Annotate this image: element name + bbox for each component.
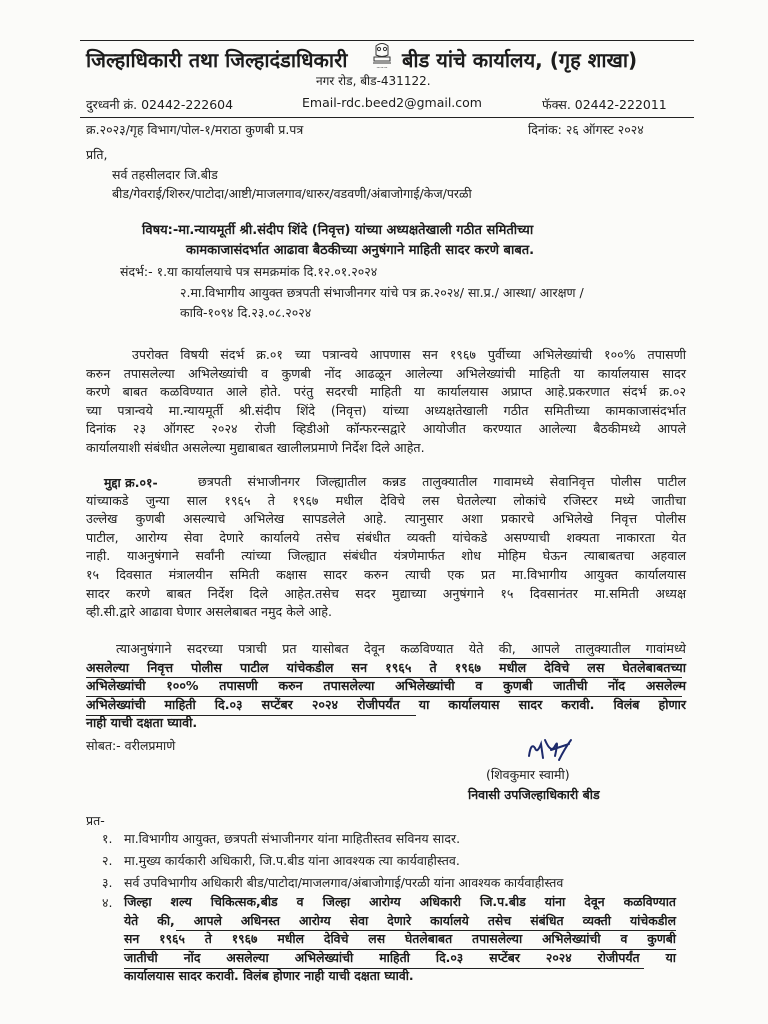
point-1-line: पाटील, आरोग्य सेवा देणारे कार्यालये तसेच संबंधीत व्यक्ती यांचेकडे असण्याची शक्यता नाकारता येत [86, 529, 686, 545]
to-places: बीड/गेवराई/शिरुर/पाटोदा/आष्टी/माजलगाव/धारुर/वडवणी/अंबाजोगाई/केज/परळी [112, 186, 472, 201]
office-title-left: जिल्हाधिकारी तथा जिल्हादंडाधिकारी [86, 48, 348, 72]
point-1-label: मुद्दा क्र.०१- [104, 475, 158, 490]
underline-mark [124, 968, 644, 969]
copy-item: मा.मुख्य कार्यकारी अधिकारी, जि.प.बीड यांना आवश्यक त्या कार्यवाहीस्तव. [124, 853, 460, 868]
point-1-line: छत्रपती संभाजीनगर जिल्ह्यातील कन्नड तालुक्यातील गावामध्ये सेवानिवृत्त पोलीस पाटील [198, 474, 686, 489]
copy-item: सर्व उपविभागीय अधिकारी बीड/पाटोदा/माजलगाव/अंबाजोगाई/परळी यांना आवश्यक कार्यवाहीस्तव [124, 875, 564, 890]
state-emblem-icon [365, 42, 399, 72]
paragraph-1-line: दिनांक २३ ऑगस्ट २०२४ रोजी व्हिडीओ कॉन्फरन्सद्वारे आयोजीत करण्यात आलेल्या बैठकीमध्ये आपले [86, 421, 686, 437]
point-1-line: व्ही.सी.द्वारे आढावा घेणार असलेबाबत नमुद केले आहे. [86, 604, 332, 620]
subject-line-2: कामकाजासंदर्भात आढावा बैठकीच्या अनुषंगाने माहिती सादर करणे बाबत. [186, 243, 535, 258]
underline-mark [86, 677, 682, 678]
office-address: नगर रोड, बीड-431122. [316, 74, 431, 88]
point-1-line: यांच्याकडे जुन्या साल १९६५ ते १९६७ मधील देविचे लस घेतलेल्या लोकांचे रजिस्टर मध्ये जातीचा [86, 492, 686, 508]
copy-number: १. [102, 831, 113, 846]
reference-line-2: २.मा.विभागीय आयुक्त छत्रपती संभाजीनगर यांचे पत्र क्र.२०२४/ सा.प्र./ आस्था/ आरक्षण / [180, 285, 584, 300]
copy-number: ३. [102, 875, 113, 890]
office-title-right: बीड यांचे कार्यालय, (गृह शाखा) [402, 48, 638, 72]
to-label: प्रति, [86, 147, 108, 162]
point-1-line: सादर करणे बाबत निर्देश दिले आहेत.तसेच सदर मुद्याच्या अनुषंगाने १५ दिवसानंतर मा.समिती अध्यक्ष [86, 585, 686, 601]
point-1-line: नाही. याअनुषंगाने सर्वांनी त्यांच्या जिल्ह्यात संबंधीत यंत्रणेमार्फत शोध मोहिम घेऊन त्याबाबतचा अहवाल [86, 548, 686, 564]
enclosure-note: सोबत:- वरीलप्रमाणे [86, 738, 176, 753]
signature-icon [525, 734, 583, 766]
signatory-title: निवासी उपजिल्हाधिकारी बीड [468, 787, 600, 802]
copy-item: मा.विभागीय आयुक्त, छत्रपती संभाजीनगर यांना माहितीस्तव सविनय सादर. [124, 831, 461, 846]
paragraph-2-line: त्याअनुषंगाने सदरच्या पत्राची प्रत यासोबत देवून कळविण्यात येते की, आपले तालुक्यातील गावांमध्ये [116, 641, 686, 656]
header-bottom-rule [80, 117, 694, 118]
signatory-name: (शिवकुमार स्वामी) [486, 767, 570, 782]
svg-text:~~~: ~~~ [376, 66, 388, 71]
underline-mark [86, 715, 416, 716]
underline-mark [176, 930, 676, 931]
office-fax: फॅक्स. 02442-222011 [542, 97, 667, 112]
paragraph-1 [86, 346, 686, 458]
letter-date: दिनांक: २६ ऑगस्ट २०२४ [528, 122, 644, 137]
copy-item-4 [124, 893, 676, 986]
paragraph-1-line: उपरोक्त विषयी संदर्भ क्र.०१ च्या पत्रान्वये आपणास सन १९६७ पुर्वीच्या अभिलेख्यांची १००% तपासणी [132, 347, 686, 362]
reference-line-1: संदर्भ:- १.या कार्यालयाचे पत्र समक्रमांक दि.१२.०१.२०२४ [120, 264, 378, 279]
paragraph-1-line: च्या पत्रान्वये मा.न्यायमूर्ती श्री.संदीप शिंदे (निवृत्त) यांच्या अध्यक्षतेखाली गठीत समितीच्या कामकाजासंदर्भात [86, 402, 686, 418]
paragraph-1-line: कार्यालयाशी संबंधीत असलेल्या मुद्याबाबत खालीलप्रमाणे निर्देश दिले आहेत. [86, 439, 425, 455]
point-1-text [86, 473, 686, 622]
office-phone: दुरध्वनी क्रं. 02442-222604 [86, 97, 234, 112]
reference-number: क्र.२०२३/गृह विभाग/पोल-१/मराठा कुणबी प्र.पत्र [86, 122, 304, 137]
underline-mark [500, 658, 682, 659]
paragraph-2-line: असलेल्या निवृत्त पोलीस पाटील यांचेकडील सन १९६५ ते १९६७ मधील देविचे लस घेतलेबाबतच्या [86, 659, 686, 675]
point-1-line: उल्लेख कुणबी असल्याचे अभिलेख सापडलेले आहे. त्यानुसार अशा प्रकारचे अभिलेखे निवृत्त पोलीस [86, 511, 686, 527]
copy-4-line: कार्यालयास सादर करावी. विलंब होणार नाही याची दक्षता घ्यावी. [124, 968, 414, 984]
office-email: Email-rdc.beed2@gmail.com [302, 95, 482, 110]
paragraph-2-line: नाही याची दक्षता घ्यावी. [86, 715, 198, 731]
copy-number: २. [102, 853, 113, 868]
point-1-line: १५ दिवसात मंत्रालयीन समिती कक्षास सादर करुन त्याची एक प्रत मा.विभागीय आयुक्त कार्यालयास [86, 566, 686, 582]
paragraph-2 [86, 640, 686, 733]
copy-to-label: प्रत- [86, 813, 105, 828]
paragraph-2-line: अभिलेख्यांची १००% तपासणी करुन तपासलेल्या अभिलेख्यांची व कुणबी जातीची नोंद असलेल्म [86, 678, 686, 694]
paragraph-1-line: करुन तपासलेल्या अभिलेख्यांची व कुणबी नोंद आढळून आलेल्या अभिलेख्यांची माहिती या कार्यालयास सादर [86, 365, 686, 381]
copy-4-line: जिल्हा शल्य चिकित्सक,बीड व जिल्हा आरोग्य अधिकारी जि.प.बीड यांना देवून कळविण्यात [124, 894, 676, 909]
copy-4-line: जातीची नोंद असलेल्या अभिलेख्यांची माहिती दि.०३ सप्टेंबर २०२४ रोजीपर्यंत या [124, 949, 676, 965]
underline-mark [124, 949, 676, 950]
underline-mark [86, 696, 682, 697]
copy-4-line: सन १९६५ ते १९६७ मधील देविचे लस घेतलेबाबत तपासलेल्या अभिलेख्यांची व कुणबी [124, 931, 676, 947]
paragraph-1-line: करणे बाबत कळविण्यात आले होते. परंतु सदरची माहिती या कार्यालयास अप्राप्त आहे.प्रकरणात संदर्भ क्र.०२ [86, 384, 686, 400]
copy-number: ४. [102, 895, 113, 910]
subject-line-1: विषय:-मा.न्यायमूर्ती श्री.संदीप शिंदे (निवृत्त) यांच्या अध्यक्षतेखाली गठीत समितीच्या [142, 223, 534, 238]
to-name: सर्व तहसीलदार जि.बीड [112, 167, 218, 182]
paragraph-2-line: अभिलेख्यांची माहिती दि.०३ सप्टेंबर २०२४ रोजीपर्यंत या कार्यालयास सादर करावी. विलंब होणार [86, 696, 686, 712]
reference-line-3: कावि-१०९४ दि.२३.०८.२०२४ [180, 305, 312, 320]
copy-4-line: येते की, आपले अधिनस्त आरोग्य सेवा देणारे कार्यालये तसेच संबंधित व्यक्ती यांचेकडील [124, 912, 676, 928]
